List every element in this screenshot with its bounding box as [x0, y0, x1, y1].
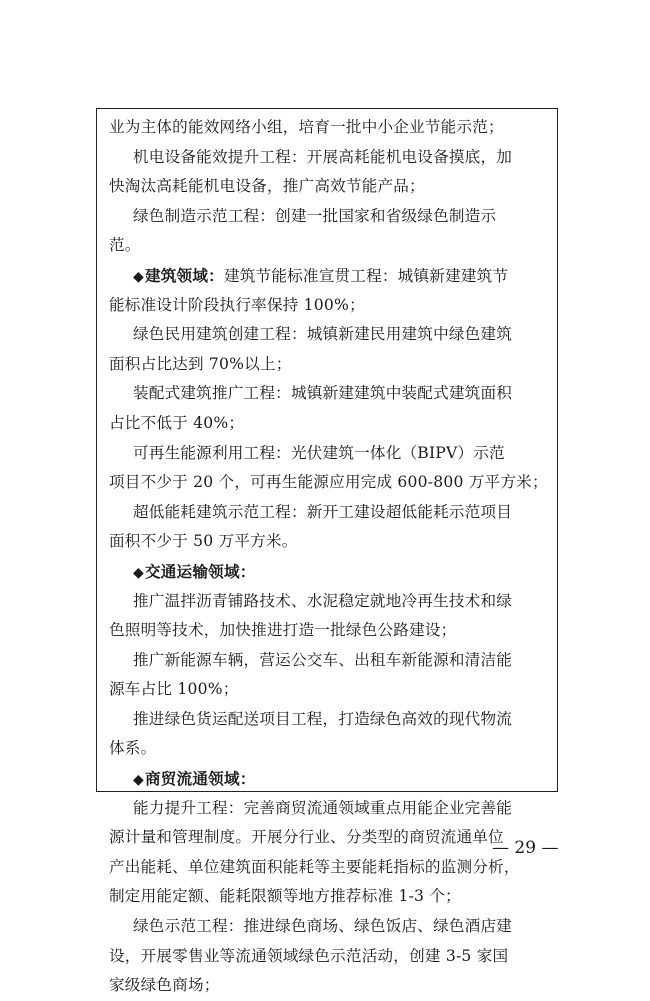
- line-text: 项目不少于 20 个，可再生能源应用完成 600-800 万平方米；: [109, 473, 548, 492]
- section-heading: 交通运输领域：: [144, 561, 256, 581]
- line-text: 占比不低于 40%；: [109, 413, 245, 432]
- line-text: 能标准设计阶段执行率保持 100%；: [109, 295, 365, 314]
- line-text: 业为主体的能效网络小组，培育一批中小企业节能示范；: [109, 118, 504, 136]
- text-line: [109, 113, 549, 143]
- section-heading-line: [109, 261, 549, 291]
- line-text: 推广新能源车辆，营运公交车、出租车新能源和清洁能: [133, 650, 513, 669]
- text-line: [109, 527, 549, 557]
- text-line: [109, 942, 549, 972]
- text-line: [109, 231, 549, 261]
- line-text: 源车占比 100%；: [109, 680, 239, 699]
- text-line: [109, 912, 549, 942]
- text-line: [109, 705, 549, 735]
- text-line: [109, 853, 549, 883]
- line-text: 体系。: [109, 739, 157, 758]
- text-line: [109, 439, 549, 469]
- text-line: [109, 675, 549, 705]
- line-text: 绿色民用建筑创建工程：城镇新建民用建筑中绿色建筑: [133, 325, 513, 344]
- line-text: 推广温拌沥青铺路技术、水泥稳定就地冷再生技术和绿: [133, 591, 513, 610]
- line-text: 产出能耗、单位建筑面积能耗等主要能耗指标的监测分析，: [109, 857, 520, 876]
- text-line: [109, 202, 549, 232]
- line-text: 装配式建筑推广工程：城镇新建建筑中装配式建筑面积: [133, 384, 513, 403]
- text-line: [109, 882, 549, 912]
- line-text: 绿色示范工程：推进绿色商场、绿色饭店、绿色酒店建: [133, 917, 513, 936]
- line-text: 源计量和管理制度。开展分行业、分类型的商贸流通单位: [109, 828, 504, 847]
- line-text: 超低能耗建筑示范工程：新开工建设超低能耗示范项目: [133, 502, 513, 521]
- text-line: [109, 616, 549, 646]
- section-heading-line: [109, 764, 549, 794]
- line-text: 色照明等技术，加快推进打造一批绿色公路建设；: [109, 621, 457, 640]
- section-heading: 建筑领域：: [144, 265, 224, 285]
- text-line: [109, 794, 549, 824]
- text-line: [109, 320, 549, 350]
- line-text: 面积不少于 50 万平方米。: [109, 532, 298, 551]
- text-line: [109, 291, 549, 321]
- text-line: [109, 143, 549, 173]
- text-line: [109, 350, 549, 380]
- text-line: [109, 498, 549, 528]
- text-line: [109, 823, 549, 853]
- text-line: [109, 379, 549, 409]
- document-body: [109, 113, 549, 1001]
- text-line: [109, 172, 549, 202]
- line-text: 建筑节能标准宣贯工程：城镇新建建筑节: [223, 266, 509, 285]
- page-number: — 29 —: [492, 838, 559, 858]
- section-heading: 商贸流通领域：: [144, 769, 256, 789]
- text-line: [109, 734, 549, 764]
- line-text: 能力提升工程：完善商贸流通领域重点用能企业完善能: [133, 798, 513, 817]
- diamond-bullet-icon: ◆: [133, 268, 144, 285]
- line-text: 推进绿色货运配送项目工程，打造绿色高效的现代物流: [133, 709, 513, 728]
- text-line: [109, 646, 549, 676]
- line-text: 可再生能源利用工程：光伏建筑一体化（BIPV）示范: [133, 443, 505, 462]
- text-line: [109, 587, 549, 617]
- diamond-bullet-icon: ◆: [133, 564, 144, 581]
- text-line: [109, 971, 549, 1001]
- line-text: 面积占比达到 70%以上；: [109, 354, 292, 373]
- line-text: 范。: [109, 236, 141, 255]
- line-text: 绿色制造示范工程：创建一批国家和省级绿色制造示: [133, 206, 497, 225]
- line-text: 快淘汰高耗能机电设备，推广高效节能产品；: [109, 177, 425, 196]
- line-text: 家级绿色商场；: [109, 976, 220, 995]
- diamond-bullet-icon: ◆: [133, 772, 144, 789]
- line-text: 机电设备能效提升工程：开展高耗能机电设备摸底，加: [133, 147, 513, 166]
- text-line: [109, 468, 549, 498]
- section-heading-line: [109, 557, 549, 587]
- line-text: 制定用能定额、能耗限额等地方推荐标准 1-3 个；: [109, 887, 461, 906]
- text-line: [109, 409, 549, 439]
- line-text: 设，开展零售业等流通领域绿色示范活动，创建 3-5 家国: [109, 946, 509, 965]
